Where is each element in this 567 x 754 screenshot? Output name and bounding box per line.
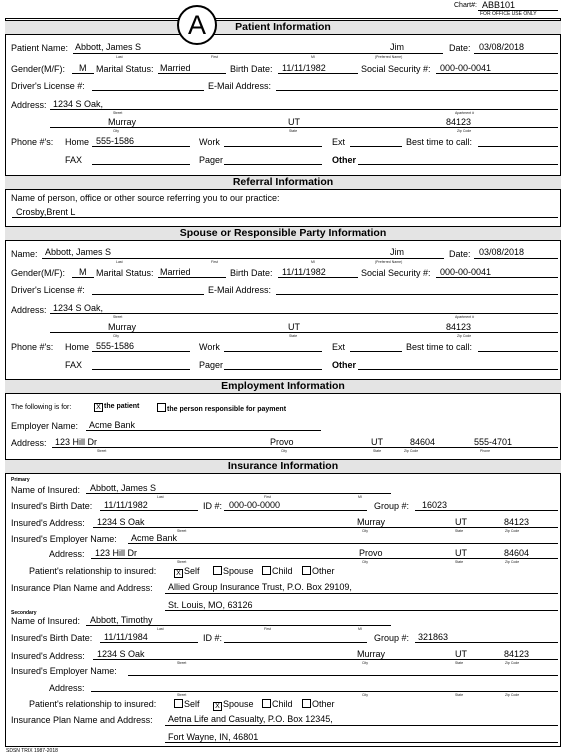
patient-preferred[interactable]: Jim <box>390 42 404 52</box>
primary-heading: Primary <box>11 477 30 483</box>
primary-plan-line2[interactable]: St. Louis, MO, 63126 <box>168 600 253 610</box>
patient-state[interactable]: UT <box>288 117 300 127</box>
patient-marital[interactable]: Married <box>160 63 191 73</box>
section-spouse-header: Spouse or Responsible Party Information <box>5 226 561 241</box>
primary-rel-child[interactable]: Child <box>262 566 293 576</box>
patient-street[interactable]: 1234 S Oak, <box>53 99 104 109</box>
primary-rel-self[interactable]: X Self <box>174 566 200 578</box>
spouse-state[interactable]: UT <box>288 322 300 332</box>
chart-label: Chart#: <box>454 2 477 9</box>
employment-for-responsible[interactable]: the person responsible for payment <box>157 403 286 413</box>
secondary-city[interactable]: Murray <box>357 649 386 659</box>
footer-code: SDSN TRIX 1987-2018 <box>6 748 58 754</box>
primary-id[interactable]: 000-00-0000 <box>229 500 281 510</box>
primary-other-checkbox[interactable] <box>302 566 311 575</box>
patient-name[interactable]: Abbott, James S <box>75 42 142 52</box>
secondary-rel-self[interactable]: Self <box>174 699 200 709</box>
secondary-rel-child[interactable]: Child <box>262 699 293 709</box>
secondary-child-checkbox[interactable] <box>262 699 271 708</box>
chart-number: ABB101 <box>482 0 516 10</box>
primary-employer[interactable]: Acme Bank <box>131 533 178 543</box>
primary-spouse-checkbox[interactable] <box>213 566 222 575</box>
patient-date[interactable]: 03/08/2018 <box>479 42 525 52</box>
primary-plan-line1[interactable]: Allied Group Insurance Trust, P.O. Box 29109, <box>168 582 352 592</box>
primary-insured-name[interactable]: Abbott, James S <box>90 483 157 493</box>
primary-employer-street[interactable]: 123 Hill Dr <box>95 548 138 558</box>
primary-group[interactable]: 16023 <box>422 500 448 510</box>
secondary-rel-spouse[interactable]: X Spouse <box>213 699 254 711</box>
patient-birth[interactable]: 11/11/1982 <box>282 63 326 73</box>
secondary-group[interactable]: 321863 <box>418 632 449 642</box>
patient-checkbox[interactable]: X <box>94 403 103 412</box>
spouse-preferred[interactable]: Jim <box>390 247 404 257</box>
primary-employer-state[interactable]: UT <box>455 548 467 558</box>
employer-zip[interactable]: 84604 <box>410 437 436 447</box>
primary-zip[interactable]: 84123 <box>504 517 530 527</box>
primary-self-checkbox[interactable]: X <box>174 569 183 578</box>
secondary-other-checkbox[interactable] <box>302 699 311 708</box>
spouse-marital[interactable]: Married <box>160 267 191 277</box>
secondary-self-checkbox[interactable] <box>174 699 183 708</box>
section-insurance-header: Insurance Information <box>5 459 561 474</box>
primary-street[interactable]: 1234 S Oak <box>97 517 145 527</box>
secondary-rel-other[interactable]: Other <box>302 699 335 709</box>
primary-employer-zip[interactable]: 84604 <box>504 548 530 558</box>
patient-zip[interactable]: 84123 <box>446 117 472 127</box>
patient-city[interactable]: Murray <box>108 117 137 127</box>
spouse-ssn[interactable]: 000-00-0041 <box>440 267 492 277</box>
secondary-insured-name[interactable]: Abbott, Timothy <box>90 615 153 625</box>
patient-ssn[interactable]: 000-00-0041 <box>440 63 492 73</box>
secondary-spouse-checkbox[interactable]: X <box>213 702 222 711</box>
section-patient-header: Patient Information <box>5 20 561 35</box>
secondary-street[interactable]: 1234 S Oak <box>97 649 145 659</box>
spouse-name[interactable]: Abbott, James S <box>45 247 112 257</box>
form-badge: A <box>177 5 217 45</box>
secondary-state[interactable]: UT <box>455 649 467 659</box>
patient-name-label: Patient Name: <box>11 43 69 53</box>
primary-employer-city[interactable]: Provo <box>359 548 383 558</box>
patient-gender[interactable]: M <box>79 63 87 73</box>
spouse-gender[interactable]: M <box>79 267 87 277</box>
section-employment-header: Employment Information <box>5 379 561 394</box>
spouse-zip[interactable]: 84123 <box>446 322 472 332</box>
spouse-birth[interactable]: 11/11/1982 <box>282 267 326 277</box>
primary-rel-spouse[interactable]: Spouse <box>213 566 254 576</box>
spouse-date[interactable]: 03/08/2018 <box>479 247 525 257</box>
secondary-plan-line1[interactable]: Aetna Life and Casualty, P.O. Box 12345, <box>168 714 333 724</box>
employer-city[interactable]: Provo <box>270 437 294 447</box>
secondary-heading: Secondary <box>11 610 37 616</box>
responsible-checkbox[interactable] <box>157 403 166 412</box>
employer-name[interactable]: Acme Bank <box>89 420 136 430</box>
secondary-plan-line2[interactable]: Fort Wayne, IN, 46801 <box>168 732 259 742</box>
employment-for-patient[interactable]: X the patient <box>94 403 139 412</box>
spouse-home-phone[interactable]: 555-1586 <box>96 341 135 351</box>
section-referral-header: Referral Information <box>5 175 561 190</box>
employer-phone[interactable]: 555-4701 <box>474 437 513 447</box>
primary-birth[interactable]: 11/11/1982 <box>104 500 148 510</box>
patient-home-phone[interactable]: 555-1586 <box>96 136 135 146</box>
office-use-note: FOR OFFICE USE ONLY <box>480 11 537 17</box>
primary-rel-other[interactable]: Other <box>302 566 335 576</box>
spouse-city[interactable]: Murray <box>108 322 137 332</box>
spouse-street[interactable]: 1234 S Oak, <box>53 303 104 313</box>
employer-street[interactable]: 123 Hill Dr <box>55 437 98 447</box>
primary-child-checkbox[interactable] <box>262 566 271 575</box>
primary-state[interactable]: UT <box>455 517 467 527</box>
referral-source[interactable]: Crosby,Brent L <box>16 207 76 217</box>
secondary-birth[interactable]: 11/11/1984 <box>104 632 148 642</box>
secondary-zip[interactable]: 84123 <box>504 649 530 659</box>
employer-state[interactable]: UT <box>371 437 383 447</box>
primary-city[interactable]: Murray <box>357 517 386 527</box>
